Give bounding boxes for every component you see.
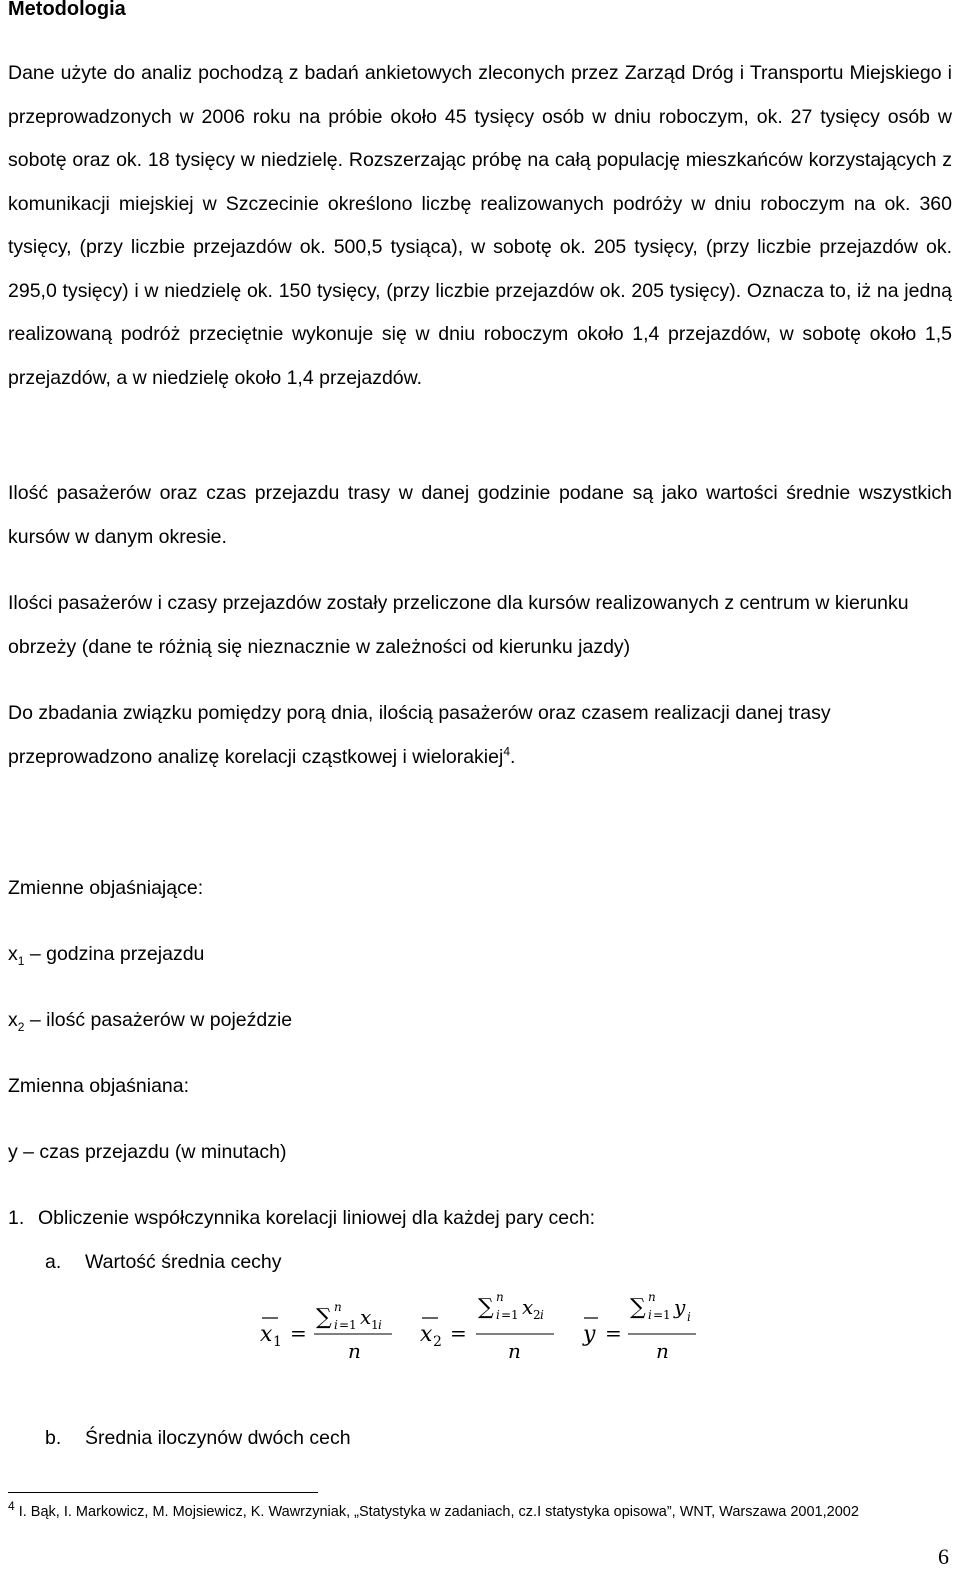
sub-item-b-text: Średnia iloczynów dwóch cech (85, 1427, 351, 1449)
svg-text:x: x (260, 1322, 273, 1347)
svg-text:=1: =1 (653, 1308, 671, 1322)
paragraph-direction: Ilości pasażerów i czasy przejazdów zostały przeliczone dla kursów realizowanych z centrum w kierunku obrzeży (dane te różnią się nieznacznie w zależności od kierunku jazdy) (8, 592, 909, 658)
svg-text:1: 1 (273, 1334, 282, 1350)
svg-text:y: y (583, 1322, 596, 1347)
sub-item-a-letter: a. (45, 1251, 62, 1273)
variable-x2 (8, 1009, 292, 1032)
variable-x2-description: – ilość pasażerów w pojeździe (24, 1009, 293, 1031)
svg-text:x: x (420, 1322, 433, 1347)
footnote (8, 1499, 859, 1520)
svg-text:n: n (648, 1290, 656, 1304)
footnote-number: 4 (8, 1499, 15, 1514)
svg-text:n: n (348, 1339, 361, 1363)
svg-text:x: x (522, 1295, 534, 1319)
list-item-1-text: Obliczenie współczynnika korelacji liniowej dla każdej pary cech: (38, 1207, 596, 1229)
variable-x1-symbol: x (8, 943, 18, 965)
svg-text:n: n (656, 1339, 669, 1363)
sub-item-b-letter: b. (45, 1427, 62, 1449)
formula-y-mean (582, 1290, 696, 1363)
svg-text:=1: =1 (339, 1318, 357, 1332)
footnote-text: I. Bąk, I. Markowicz, M. Mojsiewicz, K. Wawrzyniak, „Statystyka w zadaniach, cz.I statystyka opisowa”, WNT, Warszawa 2001,2002 (14, 1504, 859, 1520)
svg-text:i: i (540, 1308, 544, 1322)
svg-text:x: x (360, 1305, 372, 1329)
variable-x2-subscript: 2 (17, 1019, 25, 1034)
paragraph-correlation-end: . (510, 745, 516, 768)
paragraph-correlation-text: Do zbadania związku pomiędzy porą dnia, ilością pasażerów oraz czasem realizacji danej trasy przeprowadzono analizę korelacji cząstkowej i wielorakiej (8, 702, 831, 768)
svg-text:∑: ∑ (478, 1295, 494, 1320)
svg-text:i: i (648, 1308, 652, 1322)
footnote-reference: 4 (503, 744, 511, 758)
explained-variable-title: Zmienna objaśniana: (8, 1075, 190, 1097)
svg-text:i: i (687, 1310, 691, 1324)
svg-text:n: n (508, 1339, 521, 1363)
svg-text:1: 1 (371, 1318, 379, 1332)
svg-text:∑: ∑ (316, 1305, 332, 1330)
svg-text:n: n (496, 1290, 504, 1304)
mean-formulas-graphic (250, 1290, 720, 1380)
svg-text:y: y (674, 1295, 686, 1319)
variable-x1 (8, 943, 204, 966)
svg-text:=: = (605, 1321, 622, 1345)
svg-text:2: 2 (533, 1308, 541, 1322)
sub-item-a (45, 1251, 282, 1274)
svg-text:i: i (496, 1308, 500, 1322)
mean-formulas (250, 1290, 720, 1380)
variable-y: y – czas przejazdu (w minutach) (8, 1141, 287, 1163)
svg-text:=: = (290, 1321, 307, 1345)
svg-text:i: i (378, 1318, 382, 1332)
svg-text:∑: ∑ (630, 1295, 646, 1320)
page-number: 6 (938, 1544, 949, 1569)
section-heading: Metodologia (8, 0, 126, 20)
formula-x2-mean (420, 1290, 554, 1363)
svg-text:=1: =1 (501, 1308, 519, 1322)
list-item-1-number: 1. (8, 1207, 25, 1229)
footnote-separator (8, 1492, 318, 1493)
svg-text:i: i (334, 1318, 338, 1332)
formula-x1-mean (260, 1300, 392, 1363)
sub-item-a-text: Wartość średnia cechy (85, 1251, 282, 1273)
svg-text:n: n (334, 1300, 342, 1314)
variable-x1-description: – godzina przejazdu (24, 943, 205, 965)
list-item-1 (8, 1207, 596, 1230)
paragraph-averages: Ilość pasażerów oraz czas przejazdu trasy w danej godzinie podane są jako wartości średnie wszystkich kursów w danym okresie. (8, 482, 952, 548)
paragraph-correlation (8, 692, 952, 779)
variable-x2-symbol: x (8, 1009, 18, 1031)
svg-text:2: 2 (433, 1334, 442, 1350)
variable-x1-subscript: 1 (17, 953, 25, 968)
sub-item-b (45, 1427, 351, 1450)
explanatory-variables-title: Zmienne objaśniające: (8, 877, 204, 899)
svg-text:=: = (450, 1321, 467, 1345)
paragraph-methodology: Dane użyte do analiz pochodzą z badań ankietowych zleconych przez Zarząd Dróg i Transportu Miejskiego i przeprowadzonych w 2006 roku na próbie około 45 tysięcy osób w dniu roboczym, ok. 27 tysięcy osób w sobotę oraz ok. 18 tysięcy w niedzielę. Rozszerzając próbę na całą populację mieszkańców korzystających z komunikacji miejskiej w Szczecinie określono liczbę realizowanych podróży w dniu roboczym na ok. 360 tysięcy, (przy liczbie przejazdów ok. 500,5 tysiąca), w sobotę ok. 205 tysięcy, (przy liczbie przejazdów ok. 295,0 tysięcy) i w niedzielę ok. 150 tysięcy, (przy liczbie przejazdów ok. 205 tysięcy). Oznacza to, iż na jedną realizowaną podróż przeciętnie wykonuje się w dniu roboczym około 1,4 przejazdów, w sobotę około 1,5 przejazdów, a w niedzielę około 1,4 przejazdów. (8, 62, 952, 389)
